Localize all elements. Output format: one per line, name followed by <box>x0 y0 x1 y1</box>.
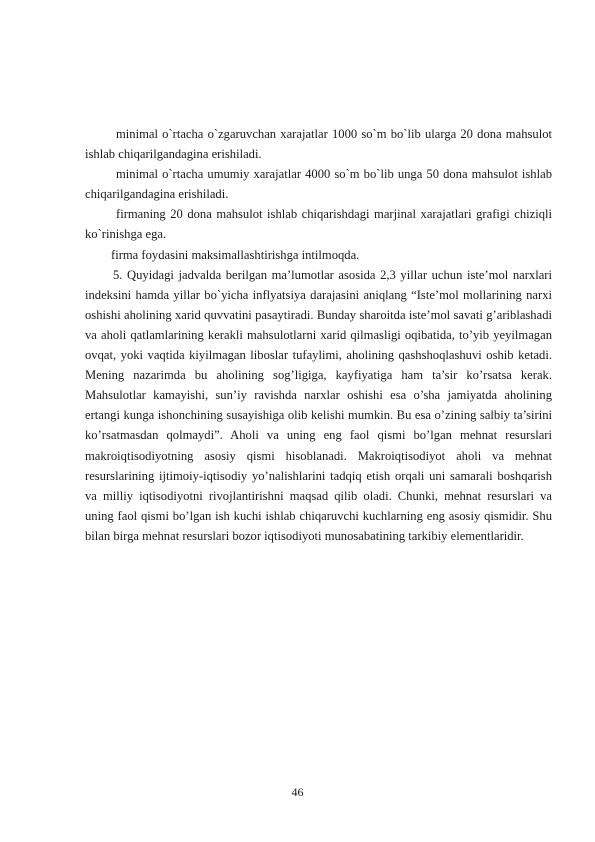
body-text <box>85 124 552 546</box>
paragraph-profit-max: firma foydasini maksimallashtirishga intilmoqda. <box>111 247 360 262</box>
paragraph-min-total-cost: minimal o`rtacha umumiy xarajatlar 4000 so`m bo`lib unga 50 dona mahsulot ishlab chiqarilgandagina erishiladi. <box>85 167 552 202</box>
paragraph-min-variable-cost: minimal o`rtacha o`zgaruvchan xarajatlar 1000 so`m bo`lib ularga 20 dona mahsulot ishlab chiqarilgandagina erishiladi. <box>85 127 552 162</box>
page-number: 46 <box>291 785 304 799</box>
paragraph-task-5: 5. Quyidagi jadvalda berilgan ma’lumotlar asosida 2,3 yillar uchun iste’mol narxlari indeksini hamda yillar bo`yicha inflyatsiya darajasini aniqlang “Iste’mol mollarining narxi oshishi aholining xarid quvvatini pasaytiradi. Bunday sharoitda iste’mol savati g’ariblashadi va aholi qatlamlarining kerakli mahsulotlarni xarid qilmasligi oqibatida, to’yib yeyilmagan ovqat, yoki vaqtida kiyilmagan liboslar tufaylimi, aholining qashshoqlashuvi oshib ketadi. Mening nazarimda bu aholining sog’ligiga, kayfiyatiga ham ta’sir ko’rsatsa kerak. Mahsulotlar kamayishi, sun’iy ravishda narxlar oshishi esa o’sha jamiyatda aholining ertangi kunga ishonchining susayishiga olib kelishi mumkin. Bu esa o’zining salbiy ta’sirini ko’rsatmasdan qolmaydi”. Aholi va uning eng faol qismi bo’lgan mehnat resurslari makroiqtisodiyotning asosiy qismi hisoblanadi. Makroiqtisodiyot aholi va mehnat resurslarining ijtimoiy-iqtisodiy yo’nalishlarini tadqiq etish orqali uni samarali boshqarish va milliy iqtisodiyotni rivojlantirishni maqsad qilib oladi. Chunki, mehnat resurslari va uning faol qismi bo’lgan ish kuchi ishlab chiqaruvchi kuchlarning eng asosiy qismidir. Shu bilan birga mehnat resurslari bozor iqtisodiyoti munosabatining tarkibiy elementlaridir. <box>85 267 552 543</box>
paragraph-marginal-cost: firmaning 20 dona mahsulot ishlab chiqarishdagi marjinal xarajatlari grafigi chiziqli ko`rinishga ega. <box>85 207 552 242</box>
